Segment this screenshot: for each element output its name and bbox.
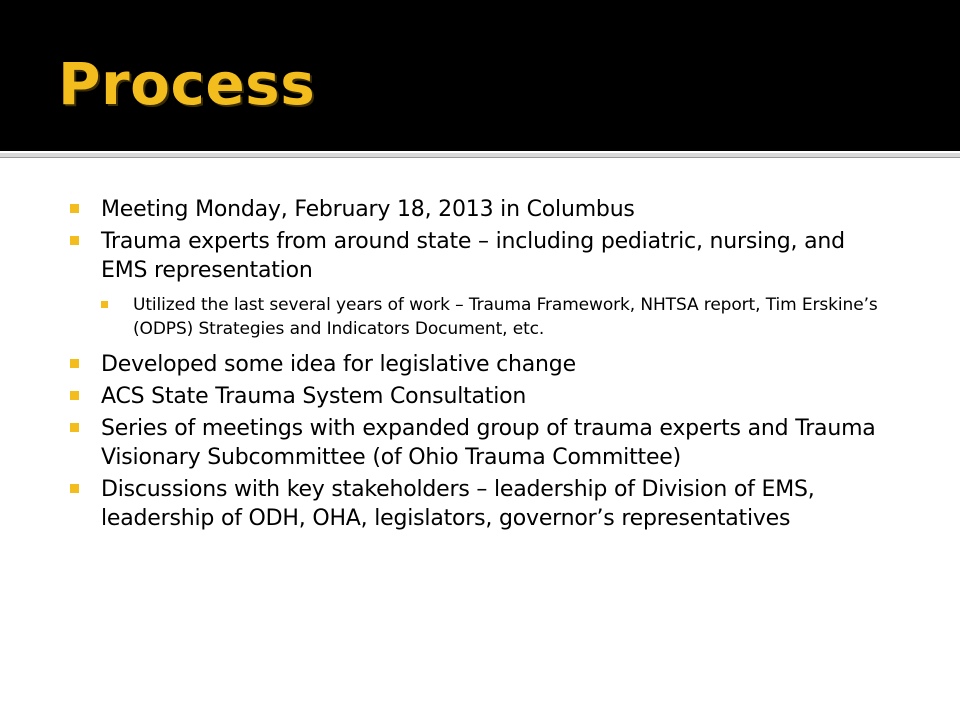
square-bullet-icon: [70, 391, 79, 400]
bullet-item: [70, 475, 890, 533]
slide-title: Process: [58, 50, 316, 118]
bullet-text: Developed some idea for legislative change: [101, 352, 576, 377]
bullet-item: [70, 414, 890, 472]
sub-bullet-item: [101, 293, 890, 341]
square-bullet-icon: [70, 423, 79, 432]
sub-bullet-text: Utilized the last several years of work – Trauma Framework, NHTSA report, Tim Erskine’s (ODPS) Strategies and Indicators Document, etc.: [133, 295, 878, 339]
bullet-item: [70, 382, 890, 411]
slide-body: [0, 158, 960, 720]
bullet-text: Trauma experts from around state – including pediatric, nursing, and EMS representation: [101, 229, 845, 283]
bullet-text: Discussions with key stakeholders – leadership of Division of EMS, leadership of ODH, OHA, legislators, governor’s representatives: [101, 477, 815, 531]
square-bullet-icon: [70, 359, 79, 368]
bullet-text: Meeting Monday, February 18, 2013 in Columbus: [101, 197, 635, 222]
square-bullet-icon: [70, 484, 79, 493]
bullet-list: [70, 195, 890, 536]
bullet-item: [70, 195, 890, 224]
square-bullet-icon: [70, 236, 79, 245]
bullet-item: [70, 350, 890, 379]
title-separator: [0, 151, 960, 158]
title-bar: [0, 0, 960, 150]
bullet-text: ACS State Trauma System Consultation: [101, 384, 527, 409]
bullet-text: Series of meetings with expanded group of trauma experts and Trauma Visionary Subcommittee (of Ohio Trauma Committee): [101, 416, 876, 470]
square-bullet-icon: [70, 204, 79, 213]
square-sub-bullet-icon: [101, 301, 108, 308]
bullet-item: [70, 227, 890, 285]
